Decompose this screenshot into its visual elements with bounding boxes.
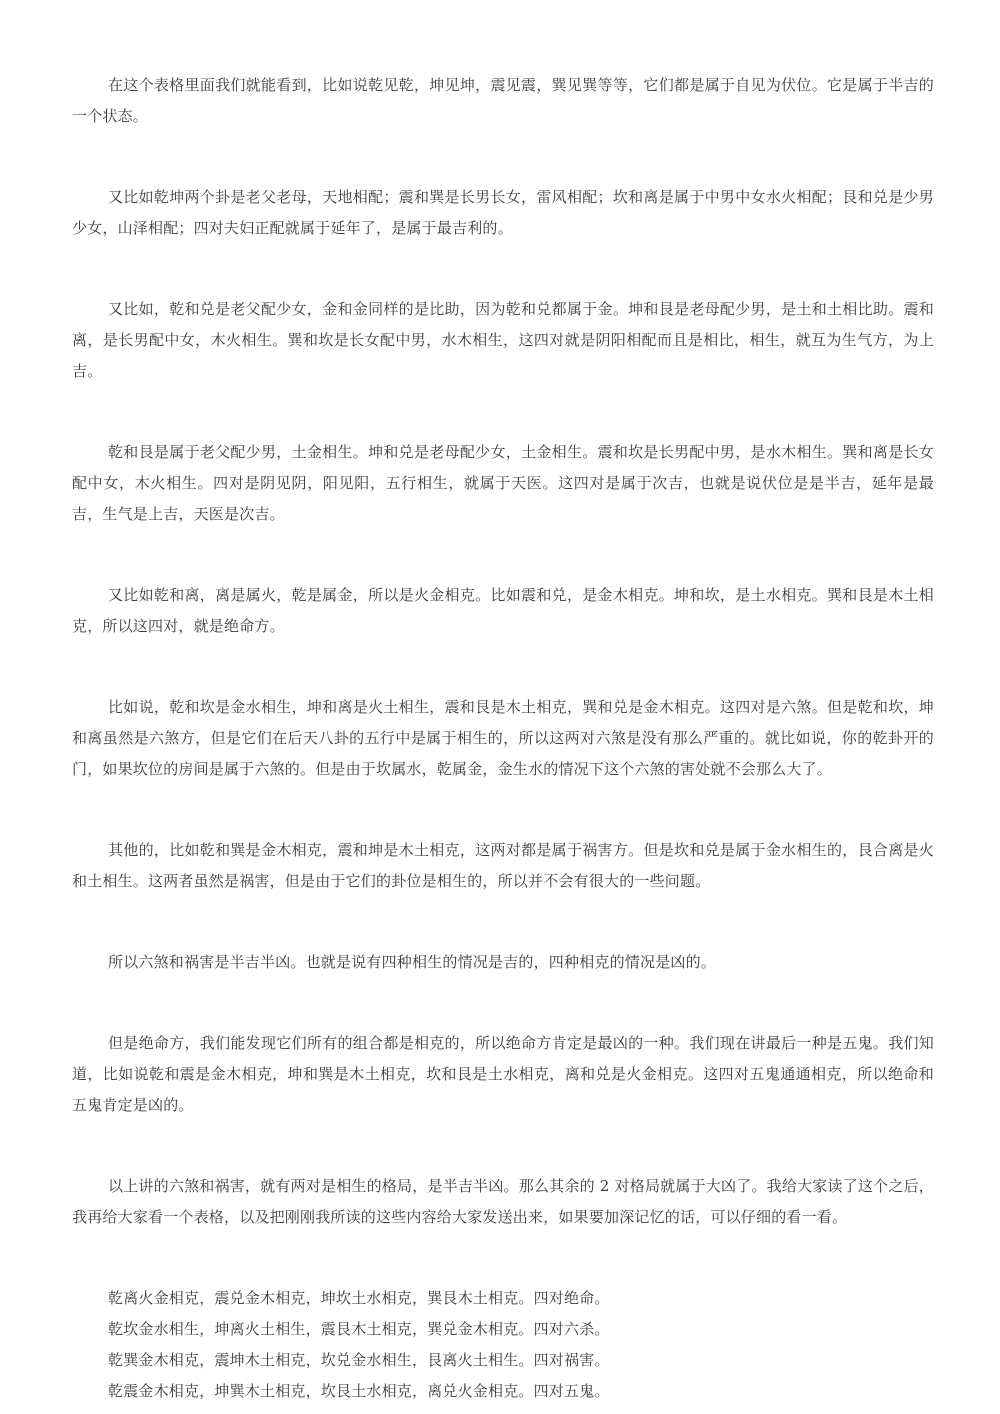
- paragraph-2: 又比如乾坤两个卦是老父老母，天地相配；震和巽是长男长女，雷风相配；坎和离是属于中男中女水火相配；艮和兑是少男少女，山泽相配；四对夫妇正配就属于延年了，是属于最吉利的。: [72, 188, 934, 237]
- paragraph-8: 所以六煞和祸害是半吉半凶。也就是说有四种相生的情况是吉的，四种相克的情况是凶的。: [108, 953, 717, 971]
- paragraph-10: 以上讲的六煞和祸害，就有两对是相生的格局，是半吉半凶。那么其余的 2 对格局就属于大凶了。我给大家读了这个之后，我再给大家看一个表格，以及把刚刚我所读的这些内容给大家发送出来，如果要加深记忆的话，可以仔细的看一看。: [72, 1177, 934, 1226]
- summary-line-liusha: 乾坎金水相生，坤离火土相生，震艮木土相克，巽兑金木相克。四对六杀。: [108, 1320, 610, 1338]
- paragraph-3: 又比如，乾和兑是老父配少女，金和金同样的是比助，因为乾和兑都属于金。坤和艮是老母配少男，是土和土相比助。震和离，是长男配中女，木火相生。巽和坎是长女配中男，水木相生，这四对就是阴阳相配而且是相比，相生，就互为生气方，为上吉。: [72, 300, 934, 380]
- summary-line-wugui: 乾震金木相克，坤巽木土相克，坎艮土水相克，离兑火金相克。四对五鬼。: [108, 1382, 610, 1400]
- paragraph-5: 又比如乾和离，离是属火，乾是属金，所以是火金相克。比如震和兑，是金木相克。坤和坎，是土水相克。巽和艮是木土相克，所以这四对，就是绝命方。: [72, 586, 934, 635]
- paragraph-7: 其他的，比如乾和巽是金木相克，震和坤是木土相克，这两对都是属于祸害方。但是坎和兑是属于金水相生的，艮合离是火和土相生。这两者虽然是祸害，但是由于它们的卦位是相生的，所以并不会有很大的一些问题。: [72, 841, 934, 890]
- paragraph-6: 比如说，乾和坎是金水相生，坤和离是火土相生，震和艮是木土相克，巽和兑是金木相克。这四对是六煞。但是乾和坎，坤和离虽然是六煞方，但是它们在后天八卦的五行中是属于相生的，所以这两对六煞是没有那么严重的。就比如说，你的乾卦开的门，如果坎位的房间是属于六煞的。但是由于坎属水，乾属金，金生水的情况下这个六煞的害处就不会那么大了。: [72, 698, 934, 778]
- summary-line-huohai: 乾巽金木相克，震坤木土相克，坎兑金水相生，艮离火土相生。四对祸害。: [108, 1351, 610, 1369]
- paragraph-9: 但是绝命方，我们能发现它们所有的组合都是相克的，所以绝命方肯定是最凶的一种。我们现在讲最后一种是五鬼。我们知道，比如说乾和震是金木相克，坤和巽是木土相克，坎和艮是土水相克，离和兑是火金相克。这四对五鬼通通相克，所以绝命和五鬼肯定是凶的。: [72, 1034, 934, 1114]
- paragraph-4: 乾和艮是属于老父配少男，土金相生。坤和兑是老母配少女，土金相生。震和坎是长男配中男，是水木相生。巽和离是长女配中女，木火相生。四对是阴见阴，阳见阳，五行相生，就属于天医。这四对是属于次吉，也就是说伏位是是半吉，延年是最吉，生气是上吉，天医是次吉。: [72, 443, 934, 523]
- paragraph-1: 在这个表格里面我们就能看到，比如说乾见乾，坤见坤，震见震，巽见巽等等，它们都是属于自见为伏位。它是属于半吉的一个状态。: [72, 76, 934, 125]
- summary-list: [72, 1283, 934, 1407]
- summary-line-jueming: 乾离火金相克，震兑金木相克，坤坎土水相克，巽艮木土相克。四对绝命。: [108, 1289, 610, 1307]
- document-body: [72, 70, 934, 1407]
